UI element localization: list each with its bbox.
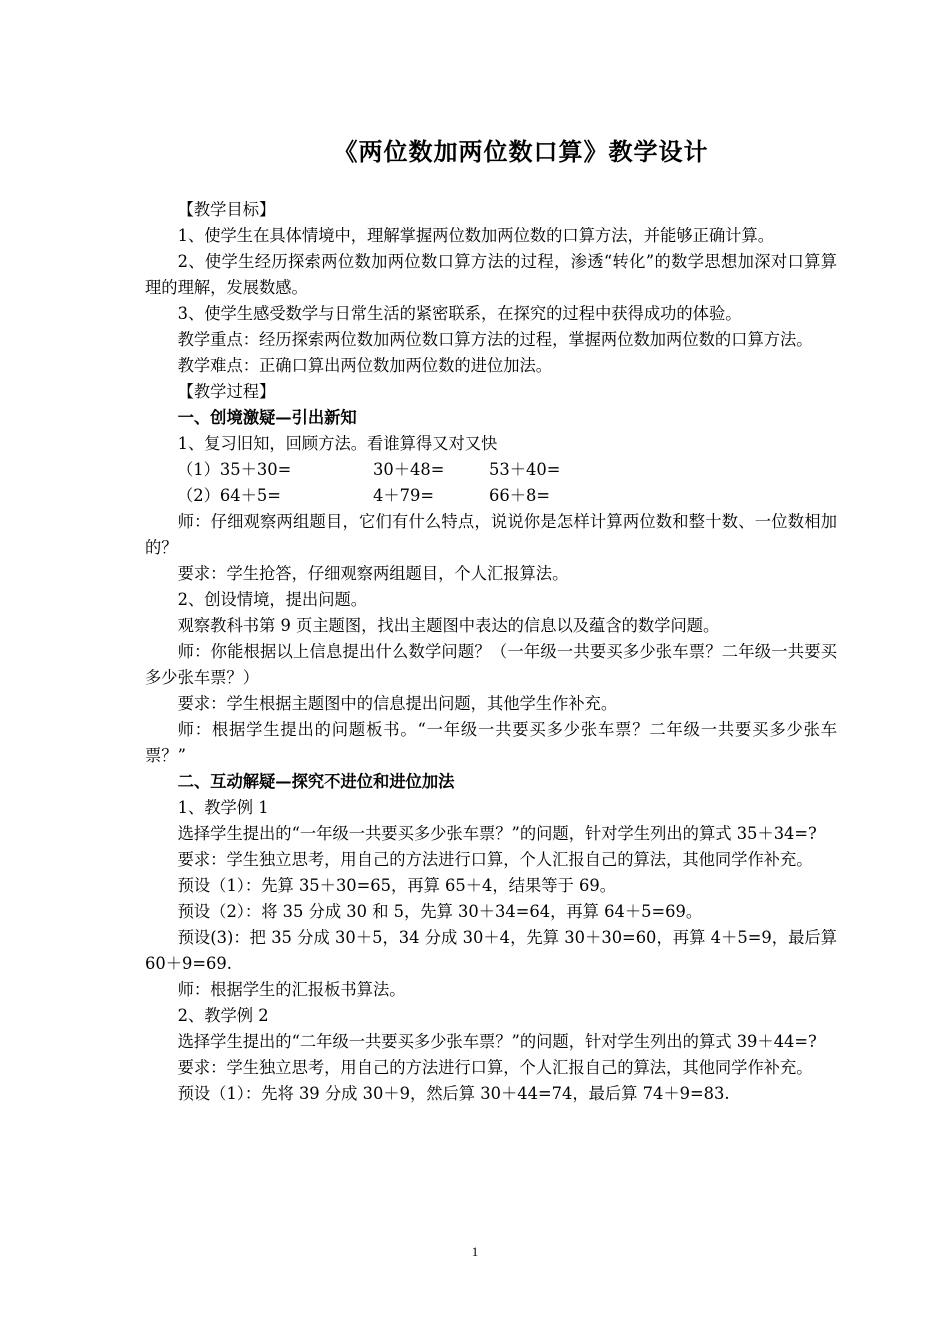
section-heading: 二、互动解疑—探究不进位和进位加法 bbox=[177, 772, 455, 791]
paragraph: 3、使学生感受数学与日常生活的紧密联系，在探究的过程中获得成功的体验。 bbox=[177, 304, 742, 323]
paragraph: 要求：学生独立思考，用自己的方法进行口算，个人汇报自己的算法，其他同学作补充。 bbox=[177, 850, 813, 869]
document-title: 《两位数加两位数口算》教学设计 bbox=[333, 138, 709, 166]
paragraph: 教学重点：经历探索两位数加两位数口算方法的过程，掌握两位数加两位数的口算方法。 bbox=[177, 330, 813, 349]
paragraph: 选择学生提出的“一年级一共要买多少张车票？”的问题，针对学生列出的算式 35＋34=? bbox=[177, 824, 817, 843]
exercise-item: 30＋48= bbox=[373, 460, 445, 479]
paragraph: 师：仔细观察两组题目，它们有什么特点，说说你是怎样计算两位数和整十数、一位数相加的？ bbox=[145, 512, 837, 557]
paragraph: 2、教学例 2 bbox=[177, 1006, 269, 1025]
paragraph: 预设(3)：把 35 分成 30＋5，34 分成 30＋4，先算 30＋30=60，再算 4＋5=9，最后算 60＋9=69. bbox=[145, 928, 837, 973]
paragraph: 师：根据学生提出的问题板书。“一年级一共要买多少张车票？二年级一共要买多少张车票？” bbox=[145, 720, 837, 765]
exercise-item: 4＋79= bbox=[373, 486, 434, 505]
exercise-item: 53＋40= bbox=[489, 460, 561, 479]
paragraph: 要求：学生独立思考，用自己的方法进行口算，个人汇报自己的算法，其他同学作补充。 bbox=[177, 1058, 813, 1077]
paragraph: 师：根据学生的汇报板书算法。 bbox=[177, 980, 406, 999]
exercise-row bbox=[145, 457, 837, 483]
exercise-item: （2）64＋5= bbox=[177, 486, 281, 505]
paragraph: 预设（1）：先算 35＋30=65，再算 65＋4，结果等于 69。 bbox=[177, 876, 616, 895]
page-number: 1 bbox=[471, 1244, 479, 1259]
paragraph: 师：你能根据以上信息提出什么数学问题？（一年级一共要买多少张车票？二年级一共要买多少张车票？） bbox=[145, 642, 837, 687]
paragraph: 2、使学生经历探索两位数加两位数口算方法的过程，渗透“转化”的数学思想加深对口算算理的理解，发展数感。 bbox=[145, 252, 837, 297]
paragraph: 选择学生提出的“二年级一共要买多少张车票？”的问题，针对学生列出的算式 39＋44=? bbox=[177, 1032, 817, 1051]
paragraph: 1、教学例 1 bbox=[177, 798, 269, 817]
paragraph: 要求：学生抢答，仔细观察两组题目，个人汇报算法。 bbox=[177, 564, 569, 583]
paragraph: 1、使学生在具体情境中，理解掌握两位数加两位数的口算方法，并能够正确计算。 bbox=[177, 226, 775, 245]
exercise-row bbox=[145, 483, 837, 509]
exercise-item: （1）35＋30= bbox=[177, 460, 292, 479]
paragraph: 【教学目标】 bbox=[177, 200, 276, 219]
exercise-item: 66＋8= bbox=[489, 486, 550, 505]
paragraph: 1、复习旧知，回顾方法。看谁算得又对又快 bbox=[177, 434, 498, 453]
paragraph: 教学难点：正确口算出两位数加两位数的进位加法。 bbox=[177, 356, 553, 375]
paragraph: 要求：学生根据主题图中的信息提出问题，其他学生作补充。 bbox=[177, 694, 618, 713]
paragraph: 观察教科书第 9 页主题图，找出主题图中表达的信息以及蕴含的数学问题。 bbox=[177, 616, 720, 635]
paragraph: 预设（1）：先将 39 分成 30＋9，然后算 30＋44=74，最后算 74＋9=83. bbox=[177, 1084, 730, 1103]
paragraph: 【教学过程】 bbox=[177, 382, 276, 401]
paragraph: 2、创设情境，提出问题。 bbox=[177, 590, 368, 609]
document-body bbox=[145, 197, 837, 1107]
paragraph: 预设（2）：将 35 分成 30 和 5，先算 30＋34=64，再算 64＋5=69。 bbox=[177, 902, 703, 921]
section-heading: 一、创境激疑—引出新知 bbox=[177, 408, 357, 427]
